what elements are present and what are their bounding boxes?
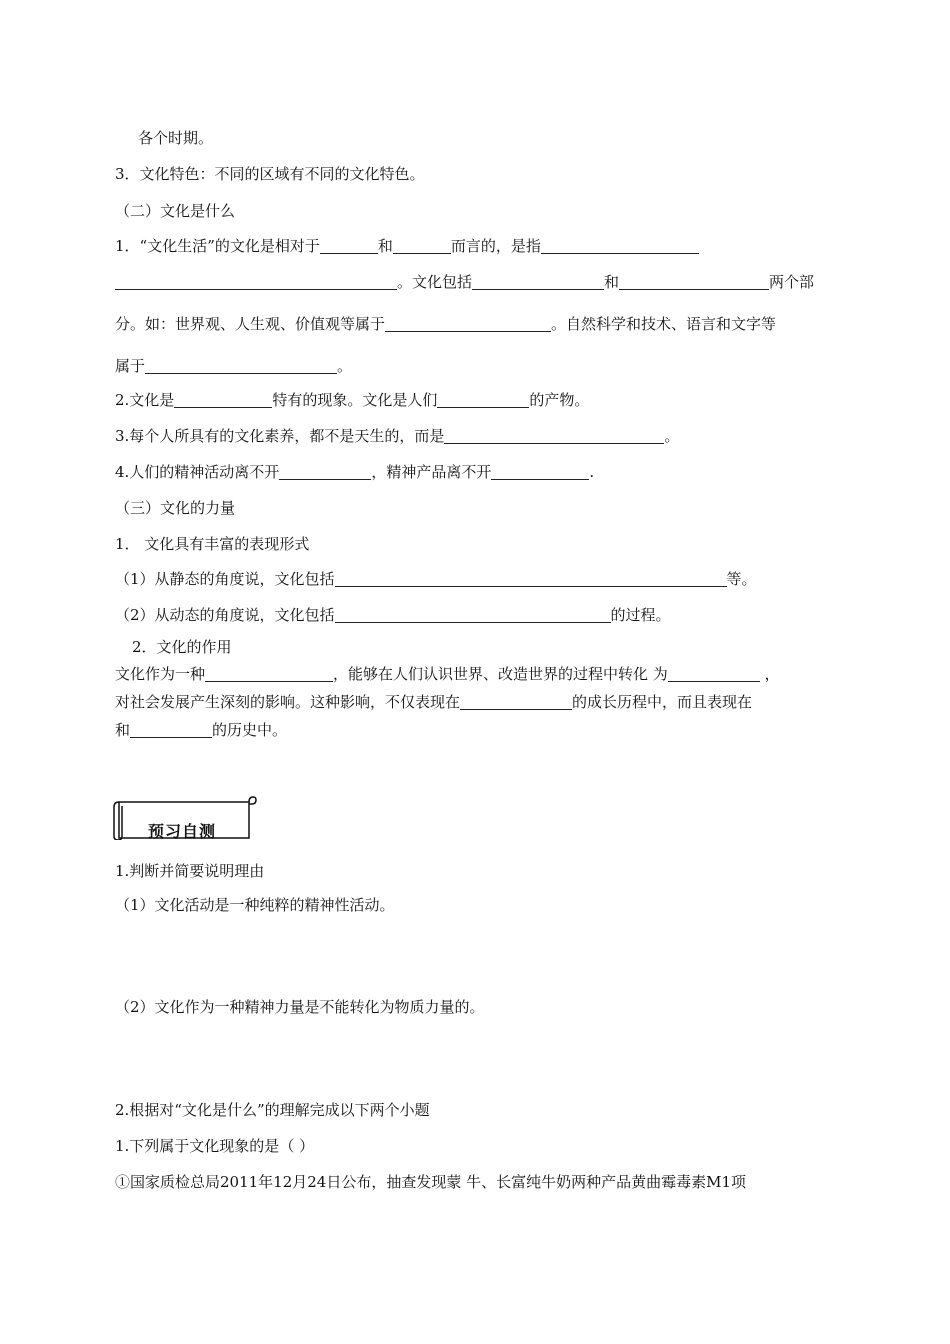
text: 3.每个人所具有的文化素养，都不是天生的，而是 bbox=[115, 427, 445, 445]
text: ， bbox=[764, 665, 780, 683]
question-line bbox=[115, 236, 699, 256]
answer-blank[interactable] bbox=[460, 693, 572, 710]
text: 。 bbox=[664, 427, 680, 445]
text: 1．“文化生活”的文化是相对于 bbox=[115, 237, 320, 255]
text: 的过程。 bbox=[610, 606, 671, 624]
text: 。文化包括 bbox=[397, 273, 473, 291]
paragraph-line bbox=[115, 692, 752, 712]
text: 和 bbox=[377, 237, 393, 255]
answer-blank[interactable] bbox=[205, 665, 333, 682]
text: （1）从静态的角度说，文化包括 bbox=[115, 570, 335, 588]
question-line bbox=[115, 314, 776, 334]
text: 2.文化是 bbox=[115, 391, 175, 409]
text-line: 1． 文化具有丰富的表现形式 bbox=[115, 535, 310, 553]
question-line bbox=[115, 356, 352, 376]
text: 等。 bbox=[726, 570, 757, 588]
text: ，精神产品离不开 bbox=[371, 463, 492, 481]
answer-blank[interactable] bbox=[619, 273, 769, 290]
paragraph-line bbox=[115, 664, 780, 684]
question-line bbox=[115, 390, 589, 410]
answer-blank[interactable] bbox=[541, 237, 699, 254]
answer-blank[interactable] bbox=[335, 606, 611, 623]
question-line bbox=[115, 569, 757, 589]
answer-blank[interactable] bbox=[130, 721, 212, 738]
paragraph-line bbox=[115, 720, 287, 740]
answer-blank[interactable] bbox=[437, 391, 529, 408]
answer-blank[interactable] bbox=[472, 273, 604, 290]
question-line bbox=[115, 462, 594, 482]
text-line: 各个时期。 bbox=[138, 129, 214, 147]
text-line: 2．文化的作用 bbox=[132, 638, 232, 656]
text: 和 bbox=[115, 721, 131, 739]
text: . bbox=[589, 463, 595, 481]
answer-blank[interactable] bbox=[115, 273, 397, 290]
answer-blank[interactable] bbox=[393, 237, 451, 254]
text: 分。如：世界观、人生观、价值观等属于 bbox=[115, 315, 386, 333]
question-line: （2）文化作为一种精神力量是不能转化为物质力量的。 bbox=[115, 998, 485, 1016]
text: 对社会发展产生深刻的影响。这种影响，不仅表现在 bbox=[115, 693, 461, 711]
text: 。 bbox=[337, 357, 353, 375]
text: 和 bbox=[604, 273, 620, 291]
text: 的产物。 bbox=[529, 391, 590, 409]
question-line: 1.下列属于文化现象的是（ ） bbox=[115, 1137, 315, 1155]
answer-blank[interactable] bbox=[668, 665, 760, 682]
question-line: 2.根据对“文化是什么”的理解完成以下两个小题 bbox=[115, 1101, 430, 1119]
answer-blank[interactable] bbox=[174, 391, 272, 408]
question-line: ①国家质检总局2011年12月24日公布，抽查发现蒙 牛、长富纯牛奶两种产品黄曲霉毒素M1项 bbox=[115, 1173, 747, 1191]
text: ，能够在人们认识世界、改造世界的过程中转化 为 bbox=[333, 665, 668, 683]
text: 属于 bbox=[115, 357, 146, 375]
answer-blank[interactable] bbox=[320, 237, 378, 254]
text: 两个部 bbox=[769, 273, 815, 291]
question-line: 1.判断并简要说明理由 bbox=[115, 862, 265, 880]
text: 文化作为一种 bbox=[115, 665, 206, 683]
question-line: （1）文化活动是一种纯粹的精神性活动。 bbox=[115, 896, 395, 914]
answer-blank[interactable] bbox=[335, 570, 727, 587]
text: （2）从动态的角度说，文化包括 bbox=[115, 606, 335, 624]
text: 4.人们的精神活动离不开 bbox=[115, 463, 280, 481]
answer-blank[interactable] bbox=[145, 357, 337, 374]
text: 。自然科学和技术、语言和文字等 bbox=[551, 315, 777, 333]
section-heading: （二）文化是什么 bbox=[115, 202, 236, 220]
answer-blank[interactable] bbox=[385, 315, 551, 332]
question-line bbox=[115, 272, 814, 292]
answer-blank[interactable] bbox=[491, 463, 589, 480]
section-heading: （三）文化的力量 bbox=[115, 499, 236, 517]
question-line bbox=[115, 426, 679, 446]
answer-blank[interactable] bbox=[279, 463, 371, 480]
text: 而言的，是指 bbox=[450, 237, 541, 255]
text: 的历史中。 bbox=[212, 721, 288, 739]
answer-blank[interactable] bbox=[444, 427, 664, 444]
banner-title: 预习自测 bbox=[148, 822, 217, 841]
text: 的成长历程中，而且表现在 bbox=[572, 693, 753, 711]
text-line: 3．文化特色：不同的区域有不同的文化特色。 bbox=[115, 165, 425, 183]
text: 特有的现象。文化是人们 bbox=[272, 391, 438, 409]
question-line bbox=[115, 605, 671, 625]
